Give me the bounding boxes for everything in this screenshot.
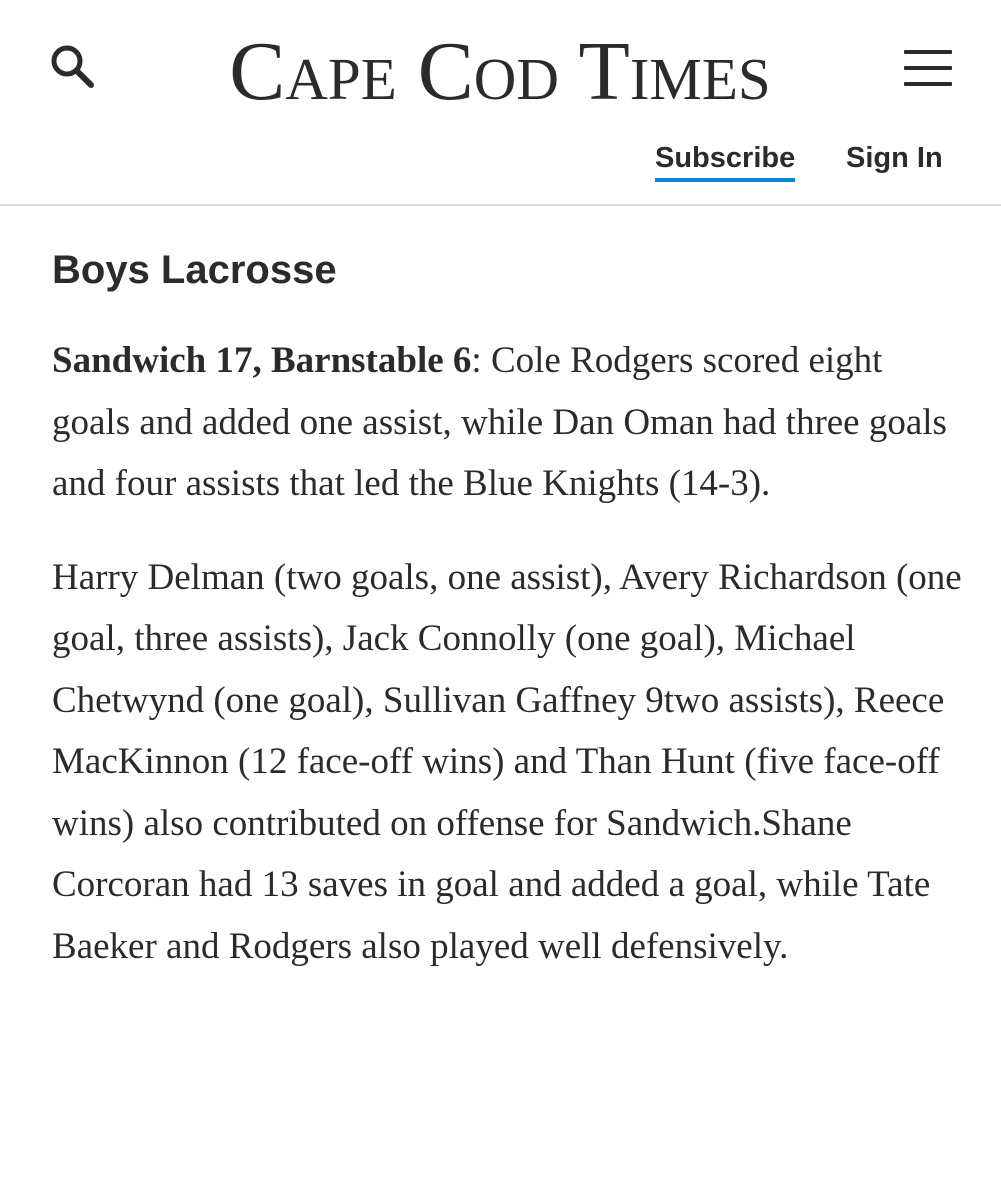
- search-icon: [48, 42, 98, 92]
- sign-in-link[interactable]: Sign In: [846, 142, 943, 174]
- site-masthead-logo[interactable]: Cape Cod Times: [229, 25, 771, 118]
- search-button[interactable]: [48, 42, 98, 92]
- article-paragraph: Harry Delman (two goals, one assist), Avery Richardson (one goal, three assists), Jack Connolly (one goal), Michael Chetwynd (one goal), Sullivan Gaffney 9two assists), Reece MacKinnon (12 face-off wins) and Than Hunt (five face-off wins) also contributed on offense for Sandwich.Shane Corcoran had 13 saves in goal and added a goal, while Tate Baeker and Rodgers also played well defensively.: [52, 556, 962, 967]
- hamburger-menu-icon[interactable]: [904, 50, 954, 88]
- article-paragraph: [52, 330, 962, 515]
- section-heading: Boys Lacrosse: [52, 248, 337, 292]
- subscribe-link[interactable]: Subscribe: [655, 140, 795, 182]
- game-result-lead: Sandwich 17, Barnstable 6: [52, 340, 472, 381]
- article-body: [52, 240, 962, 977]
- site-header: [0, 0, 1001, 206]
- paragraph-text: : Cole Rodgers scored eight goals and added one assist, while Dan Oman had three goals and four assists that led the Blue Knights (14-3).: [52, 340, 947, 504]
